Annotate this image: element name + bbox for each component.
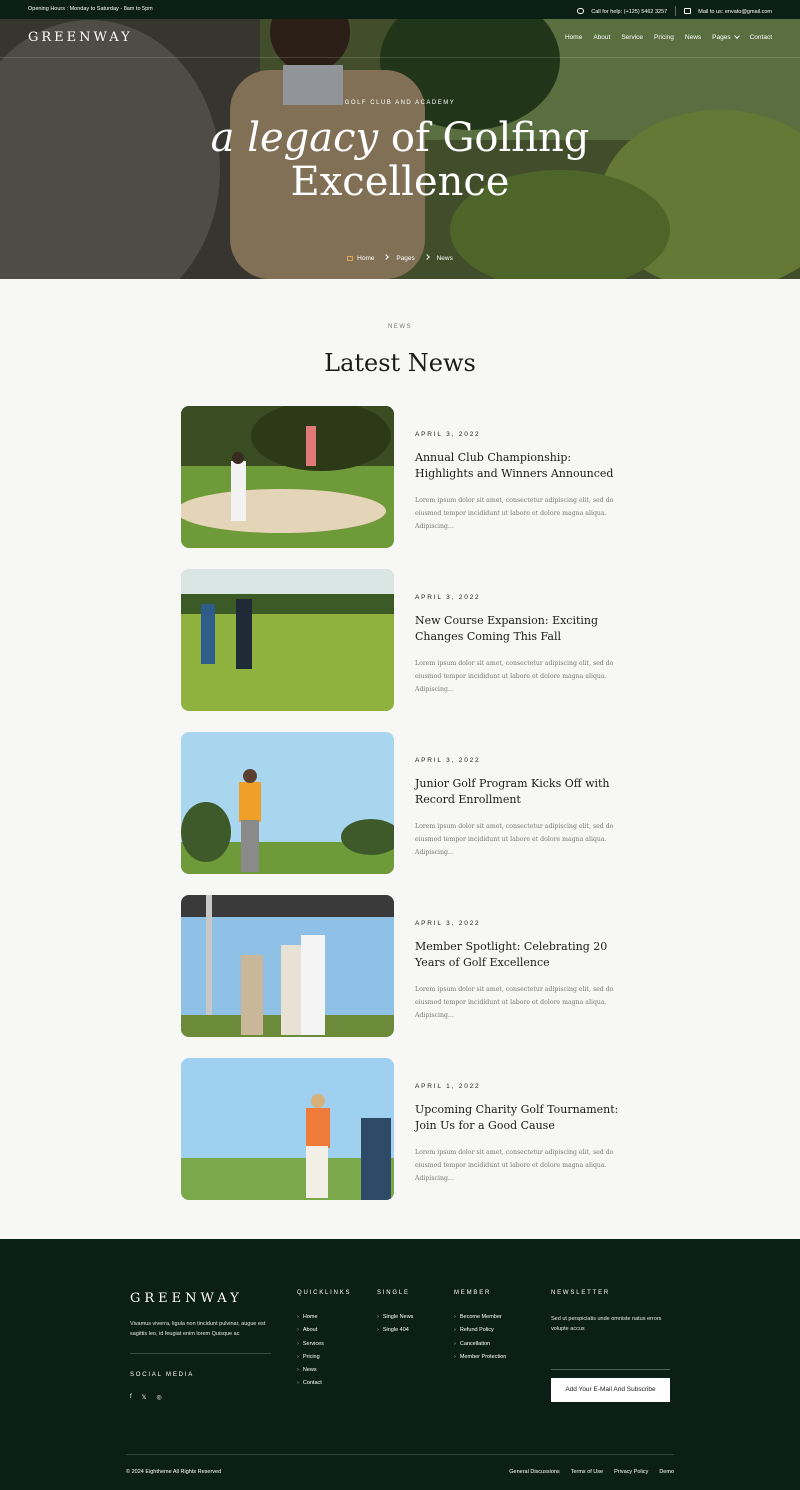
chevron-right-icon bbox=[424, 254, 430, 260]
news-excerpt: Lorem ipsum dolor sit amet, consectetur adipiscing elit, sed do eiusmod tempor incididunt ut labore et dolore magna aliqua. Adipiscing... bbox=[415, 1149, 614, 1182]
link-privacy-policy[interactable]: Privacy Policy bbox=[614, 1469, 649, 1475]
footer-bottom-divider bbox=[126, 1454, 674, 1455]
news-date: APRIL 3, 2022 bbox=[415, 920, 481, 927]
footer-link-cancellation[interactable]: › Cancellation bbox=[454, 1338, 506, 1351]
header-divider bbox=[0, 57, 800, 58]
single-heading: SINGLE bbox=[377, 1290, 410, 1296]
hero-title-rest: of Golfing bbox=[390, 115, 590, 161]
single-list bbox=[377, 1311, 413, 1338]
main-nav bbox=[565, 34, 772, 41]
footer-logo[interactable]: GREENWAY bbox=[130, 1291, 243, 1306]
footer-link-contact[interactable]: › Contact bbox=[297, 1377, 324, 1390]
news-date: APRIL 1, 2022 bbox=[415, 1083, 481, 1090]
site-logo[interactable]: GREENWAY bbox=[28, 30, 133, 45]
chevron-down-icon bbox=[734, 33, 740, 39]
footer-link-pricing[interactable]: › Pricing bbox=[297, 1351, 324, 1364]
hero-title-italic: a legacy bbox=[210, 115, 379, 161]
newsletter-input-line[interactable] bbox=[551, 1369, 670, 1370]
news-date: APRIL 3, 2022 bbox=[415, 431, 481, 438]
news-excerpt: Lorem ipsum dolor sit amet, consectetur adipiscing elit, sed do eiusmod tempor incididunt ut labore et dolore magna aliqua. Adipiscing... bbox=[415, 986, 614, 1019]
newsletter-text: Sed ut perspiciatis unde omniste natus errors volupte accus bbox=[551, 1316, 662, 1332]
member-list bbox=[454, 1311, 506, 1364]
hero-title-line2: Excellence bbox=[290, 159, 510, 205]
nav-pricing[interactable]: Pricing bbox=[654, 34, 674, 41]
member-heading: MEMBER bbox=[454, 1290, 492, 1296]
breadcrumb-home[interactable]: Home bbox=[357, 255, 375, 262]
social-heading: SOCIAL MEDIA bbox=[130, 1372, 195, 1378]
footer-about: Vivamus viverra, ligula non tincidunt pulvinar, augue est sagittis leo, id feugiat enim lorem Quisque ac bbox=[130, 1321, 266, 1337]
link-general-discussions[interactable]: General Discussions bbox=[509, 1469, 560, 1475]
footer-divider bbox=[130, 1353, 271, 1354]
hero-title bbox=[0, 116, 800, 204]
news-title[interactable]: New Course Expansion: Exciting Changes Coming This Fall bbox=[415, 614, 599, 643]
nav-pages-label: Pages bbox=[712, 34, 731, 41]
topbar-separator bbox=[675, 6, 676, 16]
news-excerpt: Lorem ipsum dolor sit amet, consectetur adipiscing elit, sed do eiusmod tempor incididunt ut labore et dolore magna aliqua. Adipiscing... bbox=[415, 660, 614, 693]
instagram-icon[interactable]: ◎ bbox=[156, 1395, 162, 1401]
nav-service[interactable]: Service bbox=[621, 34, 644, 41]
topbar-contacts bbox=[577, 6, 772, 16]
mail-contact[interactable] bbox=[684, 8, 772, 15]
breadcrumb bbox=[0, 255, 800, 262]
footer-link-member-protection[interactable]: › Member Protection bbox=[454, 1351, 506, 1364]
mail-text: Mail to us: envato@gmail.com bbox=[698, 8, 772, 15]
phone-contact[interactable] bbox=[577, 8, 667, 15]
footer-link-services[interactable]: › Services bbox=[297, 1338, 324, 1351]
mail-icon bbox=[684, 8, 691, 14]
chat-icon bbox=[577, 8, 584, 14]
news-image[interactable] bbox=[181, 569, 394, 711]
news-title[interactable]: Member Spotlight: Celebrating 20 Years of Golf Excellence bbox=[415, 940, 608, 969]
topbar bbox=[0, 0, 800, 19]
nav-about[interactable]: About bbox=[593, 34, 611, 41]
news-date: APRIL 3, 2022 bbox=[415, 594, 481, 601]
facebook-icon[interactable]: f bbox=[130, 1394, 132, 1400]
x-icon[interactable]: 𝕏 bbox=[141, 1395, 147, 1401]
footer-link-single-news[interactable]: › Single News bbox=[377, 1311, 413, 1324]
hero-section bbox=[0, 0, 800, 279]
footer-link-news[interactable]: › News bbox=[297, 1364, 324, 1377]
news-excerpt: Lorem ipsum dolor sit amet, consectetur adipiscing elit, sed do eiusmod tempor incididunt ut labore et dolore magna aliqua. Adipiscing... bbox=[415, 497, 614, 530]
news-image[interactable] bbox=[181, 895, 394, 1037]
news-section-title: Latest News bbox=[324, 349, 476, 377]
breadcrumb-pages[interactable]: Pages bbox=[396, 255, 415, 262]
news-kicker: NEWS bbox=[388, 324, 412, 330]
quicklinks-list bbox=[297, 1311, 324, 1391]
nav-pages[interactable] bbox=[712, 34, 738, 41]
nav-news[interactable]: News bbox=[684, 34, 702, 41]
news-image[interactable] bbox=[181, 1058, 394, 1200]
news-date: APRIL 3, 2022 bbox=[415, 757, 481, 764]
chevron-right-icon bbox=[383, 254, 389, 260]
phone-text: Call for help: (+125) 5462 3257 bbox=[591, 8, 668, 15]
link-terms-of-use[interactable]: Terms of Use bbox=[570, 1469, 604, 1475]
footer-bottom-links bbox=[509, 1469, 674, 1475]
footer-link-home[interactable]: › Home bbox=[297, 1311, 324, 1324]
site-footer bbox=[0, 1239, 800, 1490]
footer-link-single-404[interactable]: › Single 404 bbox=[377, 1324, 413, 1337]
link-demo[interactable]: Demo bbox=[659, 1469, 674, 1475]
newsletter-heading: NEWSLETTER bbox=[551, 1290, 611, 1296]
nav-home[interactable]: Home bbox=[564, 34, 583, 41]
footer-link-refund-policy[interactable]: › Refund Policy bbox=[454, 1324, 506, 1337]
news-excerpt: Lorem ipsum dolor sit amet, consectetur adipiscing elit, sed do eiusmod tempor incididunt ut labore et dolore magna aliqua. Adipiscing... bbox=[415, 823, 614, 856]
news-image[interactable] bbox=[181, 406, 394, 548]
home-icon bbox=[347, 256, 353, 261]
footer-link-about[interactable]: › About bbox=[297, 1324, 324, 1337]
news-image[interactable] bbox=[181, 732, 394, 874]
news-title[interactable]: Upcoming Charity Golf Tournament: Join Us for a Good Cause bbox=[415, 1103, 619, 1132]
news-title[interactable]: Annual Club Championship: Highlights and Winners Announced bbox=[415, 451, 614, 480]
social-links bbox=[130, 1394, 162, 1401]
copyright: © 2024 Eightheme All Rights Reserved bbox=[126, 1469, 222, 1475]
footer-link-become-member[interactable]: › Become Member bbox=[454, 1311, 506, 1324]
quicklinks-heading: QUICKLINKS bbox=[297, 1290, 352, 1296]
breadcrumb-news: News bbox=[436, 255, 453, 262]
nav-contact[interactable]: Contact bbox=[749, 34, 772, 41]
subscribe-button[interactable]: Add Your E-Mail And Subscribe bbox=[551, 1378, 670, 1402]
opening-hours: Opening Hours : Monday to Saturday - 8am to 5pm bbox=[28, 6, 153, 12]
hero-kicker: GOLF CLUB AND ACADEMY bbox=[344, 100, 456, 106]
news-title[interactable]: Junior Golf Program Kicks Off with Record Enrollment bbox=[415, 777, 610, 806]
